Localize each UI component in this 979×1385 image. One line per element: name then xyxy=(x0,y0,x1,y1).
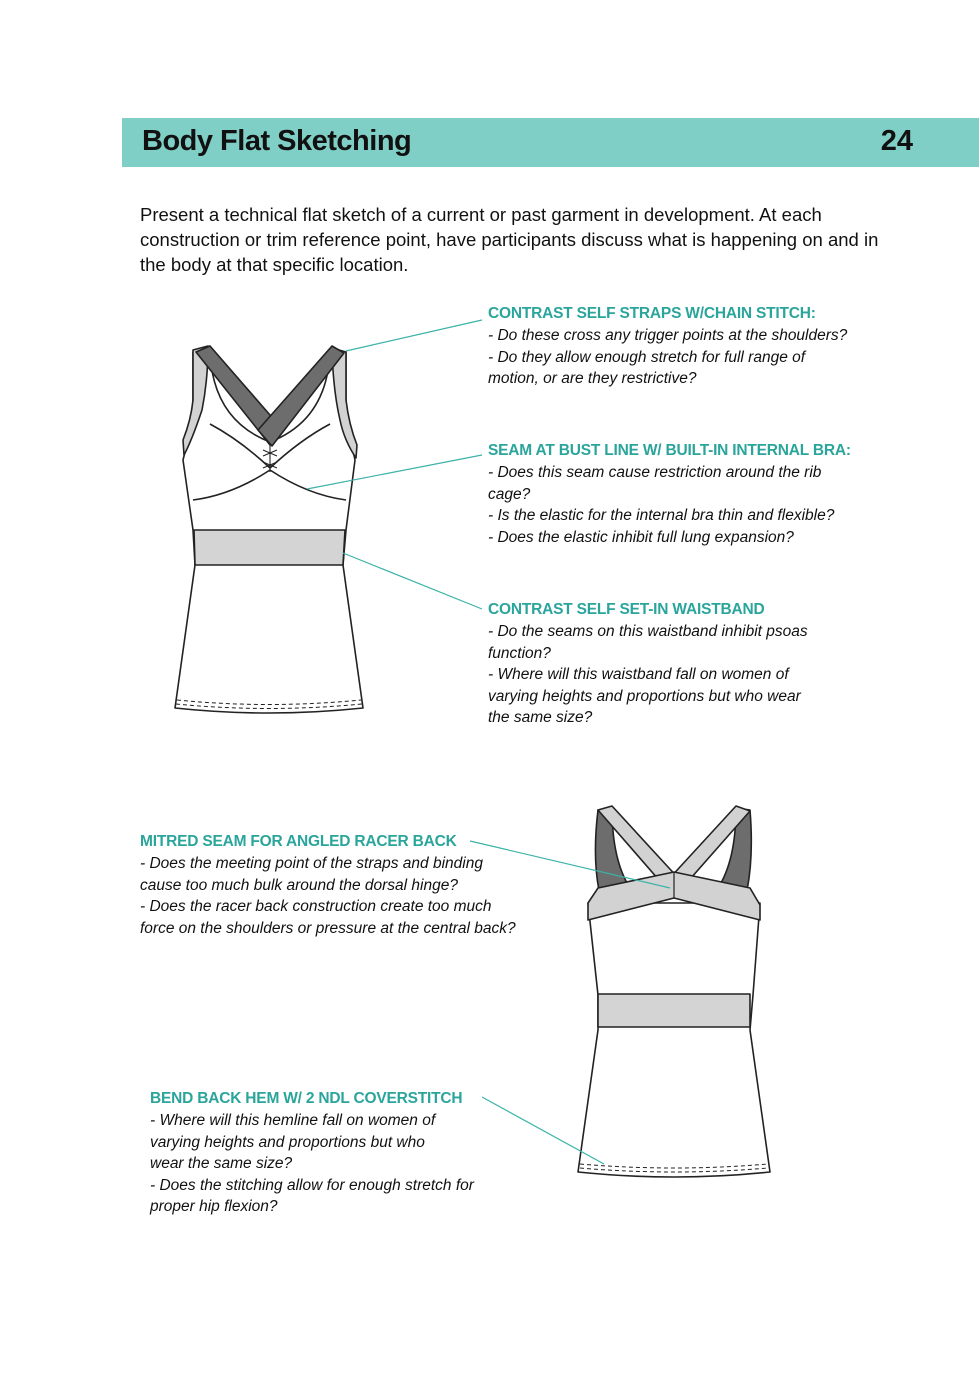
note-line: - Does the stitching allow for enough stretch for xyxy=(150,1176,474,1194)
note-line: proper hip flexion? xyxy=(150,1198,278,1215)
note-title: CONTRAST SELF STRAPS W/CHAIN STITCH: xyxy=(488,305,816,322)
note-bust-seam xyxy=(488,440,851,548)
note-straps xyxy=(488,303,847,390)
back-waistband xyxy=(598,994,750,1027)
back-body-outline xyxy=(578,903,770,1177)
note-mitred-seam xyxy=(140,831,516,939)
intro-paragraph: Present a technical flat sketch of a current or past garment in development. At each construction or trim reference point, have participants discuss what is happening on and in the body at that specific location. xyxy=(140,204,879,275)
note-waistband xyxy=(488,599,808,729)
note-title: MITRED SEAM FOR ANGLED RACER BACK xyxy=(140,833,457,850)
note-line: - Do the seams on this waistband inhibit psoas xyxy=(488,623,808,640)
note-line: function? xyxy=(488,644,551,662)
note-line: the same size? xyxy=(488,709,593,726)
note-line: - Where will this hemline fall on women of xyxy=(150,1112,436,1129)
note-hem xyxy=(150,1088,474,1218)
note-line: varying heights and proportions but who xyxy=(150,1133,425,1151)
front-tank-sketch xyxy=(175,346,363,713)
note-line: cage? xyxy=(488,485,531,503)
note-line: force on the shoulders or pressure at the central back? xyxy=(140,919,516,937)
note-title: CONTRAST SELF SET-IN WAISTBAND xyxy=(488,601,765,618)
note-line: wear the same size? xyxy=(150,1155,293,1172)
note-line: cause too much bulk around the dorsal hinge? xyxy=(140,876,458,894)
leader-waistband xyxy=(343,553,482,609)
note-line: - Do they allow enough stretch for full range of xyxy=(488,348,806,366)
note-line: - Is the elastic for the internal bra thin and flexible? xyxy=(488,507,835,524)
note-line: varying heights and proportions but who wear xyxy=(488,687,801,705)
page-number: 24 xyxy=(880,125,913,157)
note-line: - Does the elastic inhibit full lung expansion? xyxy=(488,528,794,546)
back-tank-sketch xyxy=(578,806,770,1177)
note-title: BEND BACK HEM W/ 2 NDL COVERSTITCH xyxy=(150,1090,463,1107)
note-line: - Does this seam cause restriction around the rib xyxy=(488,464,822,481)
front-waistband xyxy=(194,530,345,565)
note-line: - Where will this waistband fall on women of xyxy=(488,666,789,683)
page-title: Body Flat Sketching xyxy=(142,125,412,157)
note-line: - Do these cross any trigger points at the shoulders? xyxy=(488,327,848,344)
note-line: - Does the racer back construction create too much xyxy=(140,898,492,915)
note-line: - Does the meeting point of the straps and binding xyxy=(140,855,483,872)
note-line: motion, or are they restrictive? xyxy=(488,370,697,387)
note-title: SEAM AT BUST LINE W/ BUILT-IN INTERNAL BRA: xyxy=(488,442,851,459)
leader-straps xyxy=(346,320,482,351)
